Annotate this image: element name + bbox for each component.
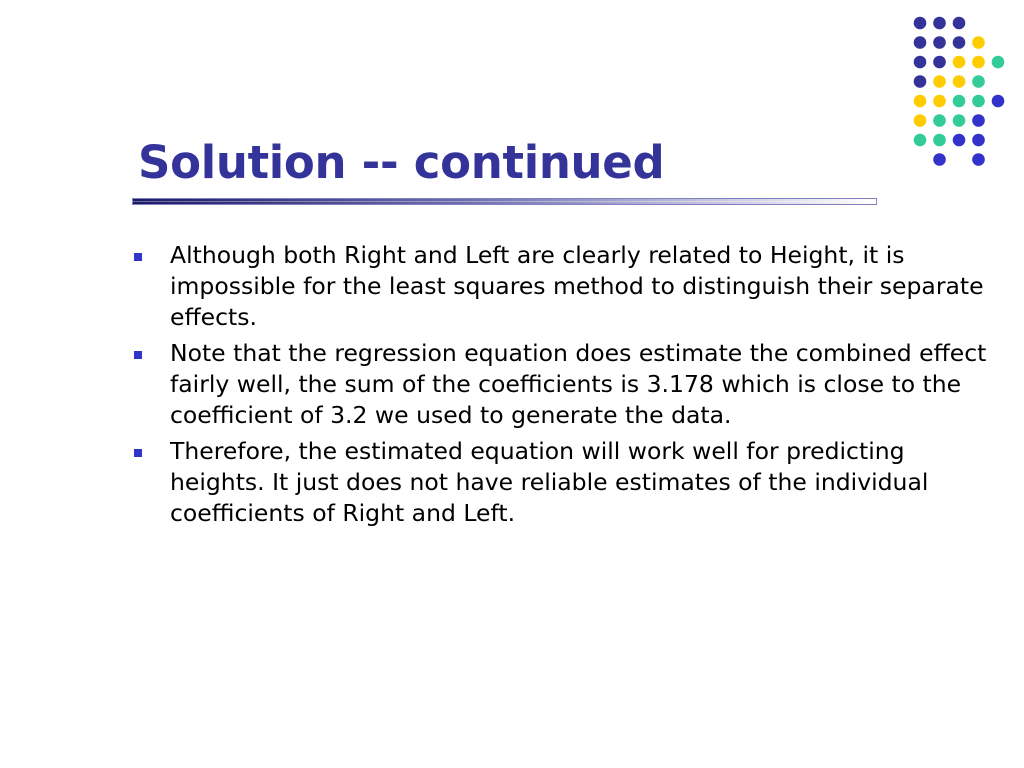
- decor-dot: [953, 36, 966, 49]
- slide-title: Solution -- continued: [138, 136, 665, 189]
- decor-dot: [933, 56, 946, 69]
- decor-dot: [914, 36, 927, 49]
- decor-dot: [953, 56, 966, 69]
- decor-dot: [972, 75, 985, 88]
- decor-dot: [972, 114, 985, 127]
- decor-dot: [972, 153, 985, 166]
- decor-dot: [933, 17, 946, 30]
- decor-dot: [914, 75, 927, 88]
- decor-dot: [933, 153, 946, 166]
- decor-dot: [914, 134, 927, 147]
- title-underline: [132, 198, 877, 205]
- decor-dot: [972, 36, 985, 49]
- bullet-text: Although both Right and Left are clearly related to Height, it is impossible for the least squares method to distinguish their separate effects.: [170, 241, 984, 331]
- bullet-text: Therefore, the estimated equation will work well for predicting heights. It just does not have reliable estimates of the individual coefficients of Right and Left.: [170, 437, 929, 527]
- decor-dot: [953, 114, 966, 127]
- square-bullet-icon: [134, 253, 142, 261]
- decor-dot: [933, 134, 946, 147]
- bullet-item: [133, 436, 993, 529]
- square-bullet-icon: [134, 449, 142, 457]
- decor-dot: [972, 56, 985, 69]
- decor-dot: [953, 134, 966, 147]
- decor-dot: [953, 75, 966, 88]
- decor-dot: [992, 95, 1005, 108]
- decor-dot: [933, 95, 946, 108]
- decor-dot: [914, 17, 927, 30]
- decor-dot: [992, 56, 1005, 69]
- decor-dot: [953, 95, 966, 108]
- decor-dot: [972, 95, 985, 108]
- square-bullet-icon: [134, 351, 142, 359]
- decor-dot: [933, 75, 946, 88]
- decor-dot: [933, 114, 946, 127]
- decor-dot: [953, 17, 966, 30]
- decor-dot: [972, 134, 985, 147]
- decor-dot: [914, 56, 927, 69]
- bullet-item: [133, 240, 993, 333]
- decor-dot: [914, 95, 927, 108]
- decor-dot: [914, 114, 927, 127]
- bullet-list: [133, 240, 993, 534]
- decor-dot: [933, 36, 946, 49]
- bullet-text: Note that the regression equation does estimate the combined effect fairly well, the sum of the coefficients is 3.178 which is close to the coefficient of 3.2 we used to generate the data.: [170, 339, 987, 429]
- bullet-item: [133, 338, 993, 431]
